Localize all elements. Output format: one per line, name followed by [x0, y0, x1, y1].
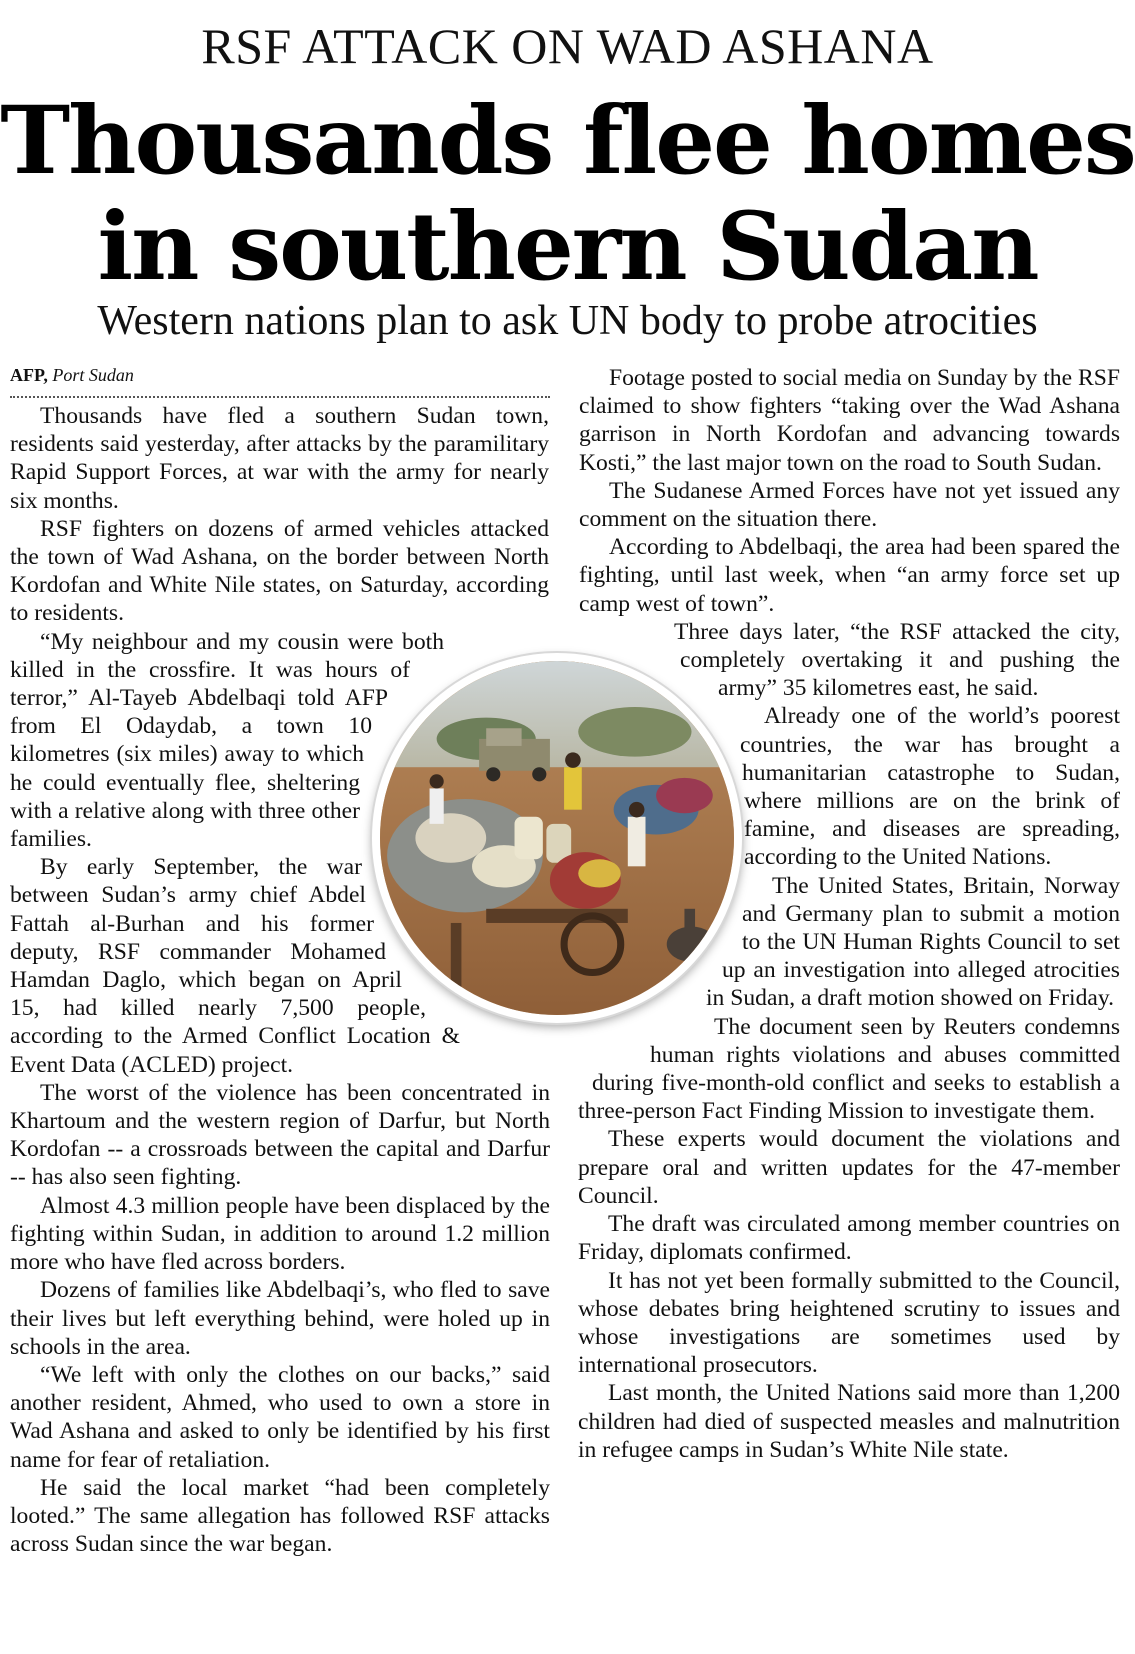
wrap-spacer — [578, 1066, 592, 1094]
left-paragraph-4: By early September, the war between Sudan’s army chief Abdel Fattah al-Burhan and his former deputy, RSF commander Mohamed Hamdan Daglo, which began on April 15, had killed nearly 7,500 people, according to the Armed Conflict Location & Event Data (ACLED) project. — [10, 854, 460, 1078]
right-paragraph-11: Last month, the United Nations said more than 1,200 children had died of suspected measles and malnutrition in refugee camps in Sudan’s White Nile state. — [578, 1380, 1120, 1463]
displaced-families-photo — [372, 653, 742, 1023]
right-paragraph-3: According to Abdelbaqi, the area had been spared the fighting, until last week, when “an army force set up camp west of town”. — [579, 534, 1120, 617]
left-paragraph-6: Almost 4.3 million people have been displaced by the fighting within Sudan, in addition to around 1.2 million more who have fled across borders. — [10, 1192, 550, 1276]
wrap-spacer — [549, 402, 550, 650]
right-paragraph-9: The draft was circulated among member countries on Friday, diplomats confirmed. — [578, 1211, 1120, 1266]
wrap-spacer — [578, 1038, 650, 1066]
right-paragraph-6: The United States, Britain, Norway and Germany plan to submit a motion to the UN Human Rights Council to set up an investigation into alleged atrocities in Sudan, a draft motion showed on Friday. — [706, 872, 1120, 1012]
headline-line-2: in southern Sudan — [97, 192, 1038, 302]
byline — [10, 364, 550, 386]
left-paragraph-7: Dozens of families like Abdelbaqi’s, who fled to save their lives but left everything behind, were holed up in schools in the area. — [10, 1277, 550, 1360]
kicker: RSF ATTACK ON WAD ASHANA — [201, 18, 934, 74]
photo-illustration — [380, 661, 734, 1015]
headline — [0, 88, 1135, 300]
byline-place: Port Sudan — [52, 365, 134, 385]
left-paragraph-9: He said the local market “had been completely looted.” The same allegation has followed RSF attacks across Sudan since the war began. — [10, 1474, 550, 1558]
right-paragraph-7: The document seen by Reuters condemns human rights violations and abuses committed during five-month-old conflict and seeks to establish a three-person Fact Finding Mission to investigate them. — [578, 1013, 1120, 1125]
left-paragraph-5: The worst of the violence has been concentrated in Khartoum and the western region of Darfur, but North Kordofan -- a crossroads between the capital and Darfur -- has also seen fighting. — [10, 1079, 550, 1191]
right-paragraph-8: These experts would document the violations and prepare oral and written updates for the 47-member Council. — [578, 1126, 1120, 1209]
subheadline: Western nations plan to ask UN body to probe atrocities — [97, 298, 1038, 344]
right-paragraph-2: The Sudanese Armed Forces have not yet issued any comment on the situation there. — [579, 477, 1120, 533]
right-paragraph-1: Footage posted to social media on Sunday by the RSF claimed to show fighters “taking over the Wad Ashana garrison in North Kordofan and advancing towards Kosti,” the last major town on the road to South Sudan. — [579, 365, 1120, 476]
left-paragraph-3: “My neighbour and my cousin were both killed in the crossfire. It was hours of terror,” Al-Tayeb Abdelbaqi told AFP from El Odaydab, a town 10 kilometres (six miles) away to which he could eventually flee, sheltering with a relative along with three other families. — [10, 628, 444, 853]
left-paragraph-1: Thousands have fled a southern Sudan town, residents said yesterday, after attacks by the paramilitary Rapid Support Forces, at war with the army for nearly six months. — [10, 403, 549, 514]
right-paragraph-10: It has not yet been formally submitted to the Council, whose debates bring heightened scrutiny to issues and whose investigations are sometimes used by international prosecutors. — [578, 1267, 1120, 1379]
right-paragraph-5: Already one of the world’s poorest countries, the war has brought a humanitarian catastrophe to Sudan, where millions are on the brink of famine, and diseases are spreading, according to the United Nations. — [740, 703, 1120, 871]
right-paragraph-4: Three days later, “the RSF attacked the city, completely overtaking it and pushing the army” 35 kilometres east, he said. — [674, 618, 1120, 702]
left-paragraph-8: “We left with only the clothes on our backs,” said another resident, Ahmed, who used to own a store in Wad Ashana and asked to only be identified by his first name for fear of retaliation. — [10, 1361, 550, 1473]
byline-agency: AFP, — [10, 365, 48, 385]
left-paragraph-2: RSF fighters on dozens of armed vehicles attacked the town of Wad Ashana, on the border between North Kordofan and White Nile states, on Saturday, according to residents. — [10, 515, 549, 627]
wrap-spacer — [578, 618, 604, 646]
headline-line-1: Thousands flee homes — [0, 86, 1135, 196]
byline-divider — [10, 396, 550, 398]
